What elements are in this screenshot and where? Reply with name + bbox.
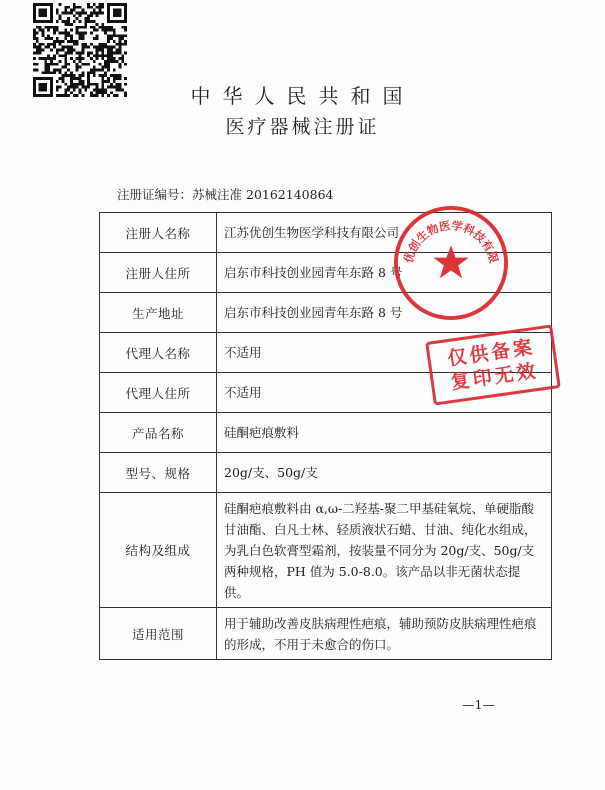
row-label: 代理人住所 — [100, 373, 217, 413]
page-number: —1— — [462, 697, 495, 712]
table-row — [100, 413, 552, 453]
table-row — [100, 608, 552, 660]
row-value: 启东市科技创业园青年东路 8 号 — [217, 293, 552, 333]
row-label: 结构及组成 — [100, 493, 217, 608]
table-row — [100, 453, 552, 493]
row-value: 启东市科技创业园青年东路 8 号 — [217, 253, 552, 293]
title-country: 中华人民共和国 — [190, 84, 415, 108]
title-certificate: 医疗器械注册证 — [225, 116, 380, 138]
seal-text: 江苏优创生物医学科技有限公司 — [386, 194, 501, 265]
row-label: 产品名称 — [100, 413, 217, 453]
table-row — [100, 493, 552, 608]
row-value: 不适用 — [217, 333, 552, 373]
row-value: 硅酮疤痕敷料 — [217, 413, 552, 453]
row-value: 硅酮疤痕敷料由 α,ω-二羟基-聚二甲基硅氧烷、单硬脂酸甘油酯、白凡士林、轻质液状石蜡、甘油、纯化水组成，为乳白色软膏型霜剂，按装量不同分为 20g/支、50g/支两种规格，PH 值为 5.0-8.0。该产品以非无菌状态提供。 — [217, 493, 552, 608]
row-value: 不适用 — [217, 373, 552, 413]
registration-number-value: 苏械注准 20162140864 — [192, 187, 334, 202]
stamp-line-2: 复印无效 — [449, 359, 540, 394]
company-seal — [386, 194, 510, 322]
row-label: 适用范围 — [100, 608, 217, 660]
star-icon — [433, 245, 468, 278]
row-label: 生产地址 — [100, 293, 217, 333]
registration-number — [117, 185, 333, 203]
svg-text:江苏优创生物医学科技有限公司 — [385, 193, 501, 265]
row-value: 20g/支、50g/支 — [217, 453, 552, 493]
row-label: 代理人名称 — [100, 333, 217, 373]
row-label: 注册人名称 — [100, 213, 217, 253]
stamp-line-1: 仅供备案 — [446, 336, 537, 371]
row-label: 注册人住所 — [100, 253, 217, 293]
row-value: 江苏优创生物医学科技有限公司 — [217, 213, 552, 253]
registration-number-label: 注册证编号： — [117, 187, 193, 202]
row-label: 型号、规格 — [100, 453, 217, 493]
row-value: 用于辅助改善皮肤病理性疤痕，辅助预防皮肤病理性疤痕的形成，不用于未愈合的伤口。 — [217, 608, 552, 660]
